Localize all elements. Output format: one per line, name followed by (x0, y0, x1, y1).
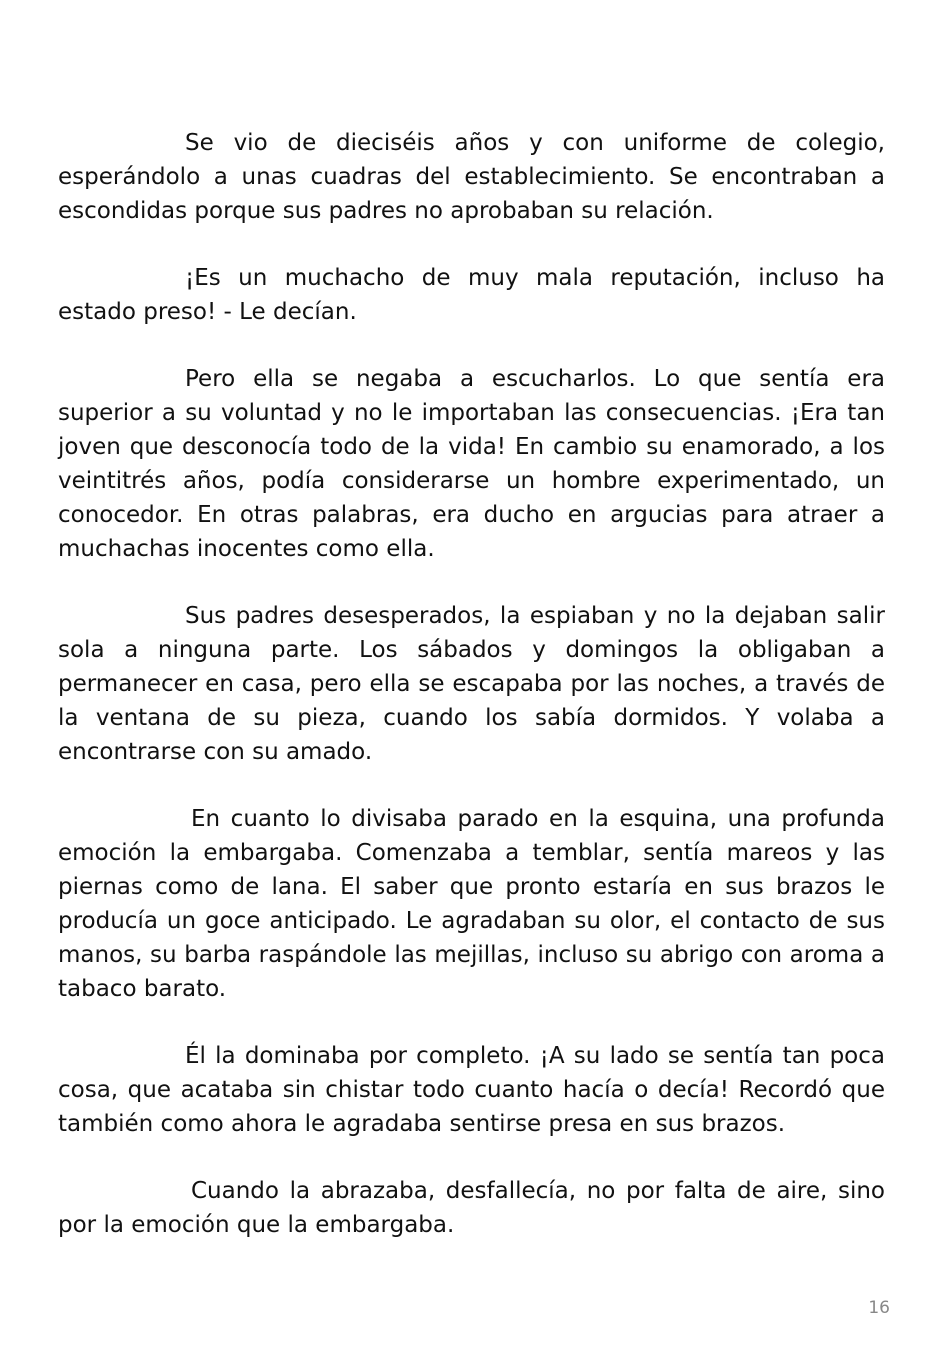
paragraph-7: Cuando la abrazaba, desfallecía, no por falta de aire, sino por la emoción que la embargaba. (58, 1178, 885, 1238)
paragraph-4: Sus padres desesperados, la espiaban y no la dejaban salir sola a ninguna parte. Los sábados y domingos la obligaban a permanecer en casa, pero ella se escapaba por las noches, a través de la ventana de su pieza, cuando los sabía dormidos. Y volaba a encontrarse con su amado. (58, 603, 885, 765)
paragraph-2: ¡Es un muchacho de muy mala reputación, incluso ha estado preso! - Le decían. (58, 265, 885, 325)
paragraph-1: Se vio de dieciséis años y con uniforme de colegio, esperándolo a unas cuadras del establecimiento. Se encontraban a escondidas porque sus padres no aprobaban su relación. (58, 130, 885, 224)
page-body (58, 126, 885, 1275)
paragraph-3: Pero ella se negaba a escucharlos. Lo que sentía era superior a su voluntad y no le importaban las consecuencias. ¡Era tan joven que desconocía todo de la vida! En cambio su enamorado, a los veintitrés años, podía considerarse un hombre experimentado, un conocedor. En otras palabras, era ducho en argucias para atraer a muchachas inocentes como ella. (58, 366, 885, 562)
paragraph-5: En cuanto lo divisaba parado en la esquina, una profunda emoción la embargaba. Comenzaba a temblar, sentía mareos y las piernas como de lana. El saber que pronto estaría en sus brazos le producía un goce anticipado. Le agradaban su olor, el contacto de sus manos, su barba raspándole las mejillas, incluso su abrigo con aroma a tabaco barato. (58, 806, 885, 1002)
page-number: 16 (868, 1298, 890, 1318)
paragraph-6: Él la dominaba por completo. ¡A su lado se sentía tan poca cosa, que acataba sin chistar todo cuanto hacía o decía! Recordó que también como ahora le agradaba sentirse presa en sus brazos. (58, 1043, 885, 1137)
